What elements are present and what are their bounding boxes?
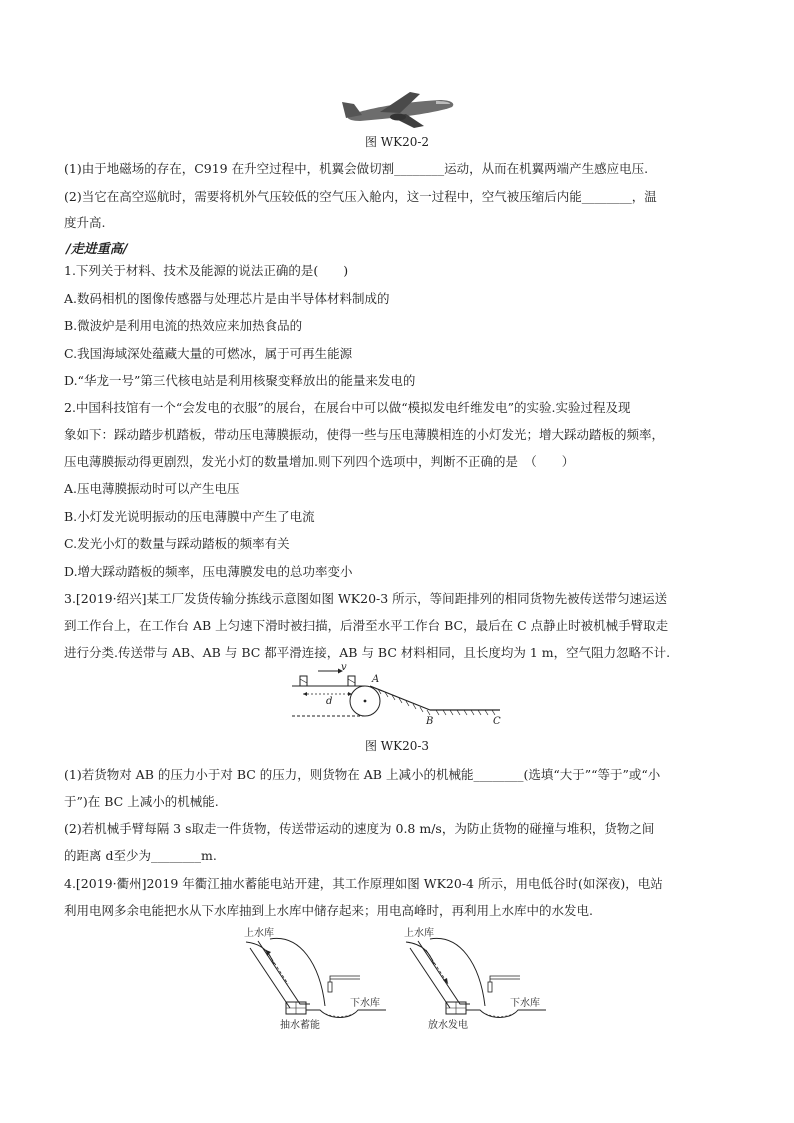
prev-question-2-line1: (2)当它在高空巡航时，需要将机外气压较低的空气压入舱内，这一过程中，空气被压缩后内能________，温 bbox=[64, 189, 657, 204]
p3-stem-line2: 到工作台上，在工作台 AB 上匀速下滑时被扫描，后滑至水平工作台 BC，最后在 C 点静止时被机械手臂取走 bbox=[64, 618, 669, 633]
prev-question-1: (1)由于地磁场的存在，C919 在升空过程中，机翼会做切割________运动，从而在机翼两端产生感应电压. bbox=[64, 161, 649, 176]
airplane-image bbox=[340, 88, 460, 130]
p2-option-b: B.小灯发光说明振动的压电薄膜中产生了电流 bbox=[64, 509, 315, 524]
p3-question-1-line1: (1)若货物对 AB 的压力小于对 BC 的压力，则货物在 AB 上减小的机械能________(选填“大于”“等于”或“小 bbox=[64, 767, 661, 782]
label-upper-reservoir: 上水库 bbox=[404, 928, 434, 939]
p2-stem-line3: 压电薄膜振动得更剧烈，发光小灯的数量增加.则下列四个选项中，判断不正确的是 （ ） bbox=[64, 454, 575, 469]
p1-option-b: B.微波炉是利用电流的热效应来加热食品的 bbox=[64, 318, 303, 333]
figure-caption-wk20-3: 图 WK20-3 bbox=[364, 739, 430, 753]
p2-option-d: D.增大踩动踏板的频率，压电薄膜发电的总功率变小 bbox=[64, 564, 353, 579]
figure-caption-wk20-2: 图 WK20-2 bbox=[364, 135, 430, 149]
caption-pumping: 抽水蓄能 bbox=[280, 1020, 320, 1031]
p1-option-c: C.我国海域深处蕴藏大量的可燃冰，属于可再生能源 bbox=[64, 346, 353, 361]
label-lower-reservoir: 下水库 bbox=[350, 998, 380, 1009]
p3-question-2-line1: (2)若机械手臂每隔 3 s取走一件货物，传送带运动的速度为 0.8 m/s，为防止货物的碰撞与堆积，货物之间 bbox=[64, 821, 655, 836]
label-b: B bbox=[426, 716, 434, 727]
label-c: C bbox=[493, 716, 501, 727]
label-a: A bbox=[372, 674, 380, 685]
p3-question-2-line2: 的距离 d至少为________m. bbox=[64, 848, 217, 863]
label-v: v bbox=[341, 664, 347, 673]
p2-option-a: A.压电薄膜振动时可以产生电压 bbox=[64, 481, 240, 496]
caption-generating: 放水发电 bbox=[428, 1020, 468, 1031]
p3-stem-line3: 进行分类.传送带与 AB、AB 与 BC 都平滑连接，AB 与 BC 材料相同，且长度均为 1 m，空气阻力忽略不计. bbox=[64, 645, 671, 660]
pumped-storage-diagram-right bbox=[400, 924, 550, 1032]
p4-stem-line1: 4.[2019·衢州]2019 年衢江抽水蓄能电站开建，其工作原理如图 WK20-4 所示，用电低谷时(如深夜)，电站 bbox=[64, 876, 663, 891]
label-upper-reservoir: 上水库 bbox=[244, 928, 274, 939]
p3-stem-line1: 3.[2019·绍兴]某工厂发货传输分拣线示意图如图 WK20-3 所示，等间距排列的相同货物先被传送带匀速运送 bbox=[64, 591, 668, 606]
p1-option-a: A.数码相机的图像传感器与处理芯片是由半导体材料制成的 bbox=[64, 291, 390, 306]
label-lower-reservoir: 下水库 bbox=[510, 998, 540, 1009]
conveyor-diagram bbox=[288, 664, 508, 728]
p2-stem-line2: 象如下：踩动踏步机踏板，带动压电薄膜振动，使得一些与压电薄膜相连的小灯发光；增大踩动踏板的频率， bbox=[64, 427, 665, 442]
p3-question-1-line2: 于”)在 BC 上减小的机械能. bbox=[64, 794, 219, 809]
prev-question-2-line2: 度升高. bbox=[64, 215, 106, 230]
p2-option-c: C.发光小灯的数量与踩动踏板的频率有关 bbox=[64, 536, 290, 551]
section-heading: /走进重高/ bbox=[66, 242, 128, 257]
p2-stem-line1: 2.中国科技馆有一个“会发电的衣服”的展台，在展台中可以做“模拟发电纤维发电”的实验.实验过程及现 bbox=[64, 400, 631, 415]
pumped-storage-diagram-left bbox=[240, 924, 390, 1032]
p1-option-d: D.“华龙一号”第三代核电站是利用核聚变释放出的能量来发电的 bbox=[64, 373, 416, 388]
p4-stem-line2: 利用电网多余电能把水从下水库抽到上水库中储存起来；用电高峰时，再利用上水库中的水发电. bbox=[64, 903, 593, 918]
label-d: d bbox=[326, 696, 333, 707]
p1-stem: 1.下列关于材料、技术及能源的说法正确的是( ) bbox=[64, 263, 349, 278]
